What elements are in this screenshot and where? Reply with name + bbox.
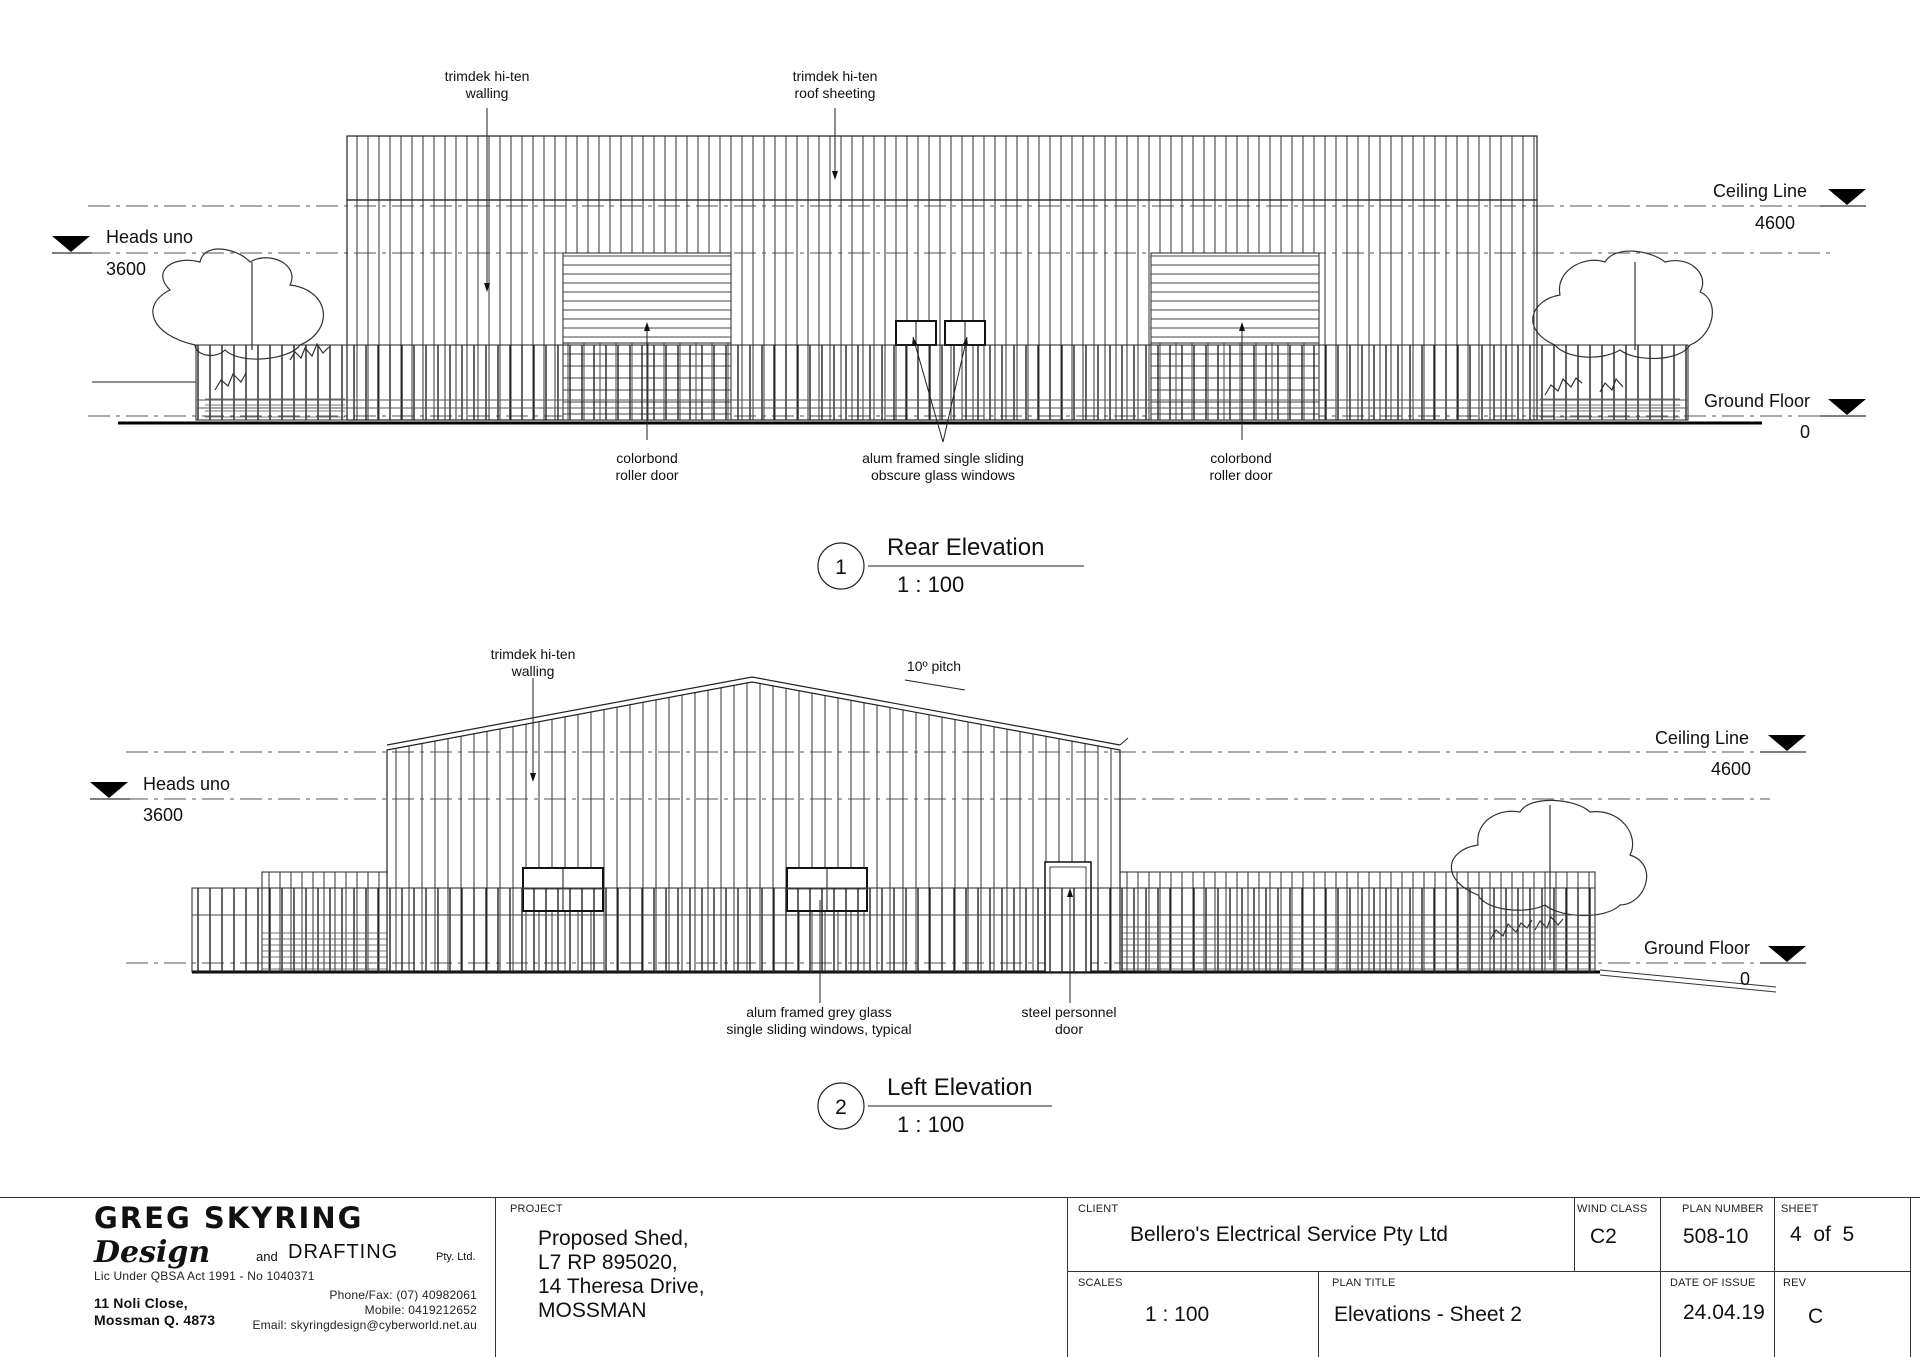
company-name: GREG SKYRING [94, 1201, 364, 1235]
door-note-1: steel personnel [1021, 1004, 1117, 1020]
left-ceiling-label: Ceiling Line [1654, 728, 1749, 748]
sheet-header: SHEET [1781, 1203, 1819, 1215]
roller-note-left-1: colorbond [616, 450, 678, 466]
left-heads-marker [90, 782, 128, 798]
roller-note-right-1: colorbond [1210, 450, 1272, 466]
left-elevation [90, 646, 1806, 1137]
roller-note-right-2: roller door [1209, 467, 1273, 483]
rear-caption-title: Rear Elevation [887, 534, 1045, 561]
ceiling-level-marker [1828, 189, 1866, 205]
date-header: DATE OF ISSUE [1670, 1277, 1756, 1289]
plan-number-header: PLAN NUMBER [1682, 1203, 1764, 1215]
rear-caption-number: 1 [835, 556, 847, 579]
left-ceiling-marker [1768, 735, 1806, 751]
heads-level-marker [52, 236, 90, 252]
email: Email: skyringdesign@cyberworld.net.au [252, 1318, 477, 1332]
left-window-note-2: single sliding windows, typical [726, 1021, 912, 1037]
company-drafting: DRAFTING [288, 1241, 399, 1263]
left-walling-note-2: walling [511, 663, 555, 679]
company-pty: Pty. Ltd. [436, 1251, 476, 1263]
rear-walling-note-2: walling [465, 85, 509, 101]
rear-ground-value: 0 [1799, 422, 1810, 442]
project-header: PROJECT [510, 1203, 563, 1215]
rear-heads-value: 3600 [106, 259, 147, 279]
rev-header: REV [1783, 1277, 1807, 1289]
company-and: and [256, 1249, 278, 1264]
roof-note-1: trimdek hi-ten [792, 68, 878, 84]
scales-header: SCALES [1078, 1277, 1123, 1289]
left-ceiling-value: 4600 [1710, 759, 1751, 779]
left-ground-label: Ground Floor [1643, 938, 1750, 958]
plan-title: Elevations - Sheet 2 [1334, 1303, 1522, 1326]
rear-caption-scale: 1 : 100 [897, 572, 965, 597]
rear-fence [196, 345, 1688, 420]
left-ground-marker [1768, 946, 1806, 962]
date-of-issue: 24.04.19 [1683, 1301, 1765, 1324]
phone: Phone/Fax: (07) 40982061 [329, 1288, 477, 1302]
roller-note-left-2: roller door [615, 467, 679, 483]
rear-window-note-2: obscure glass windows [871, 467, 1015, 483]
rear-heads-label: Heads uno [106, 227, 194, 247]
left-heads-label: Heads uno [143, 774, 231, 794]
address-2: Mossman Q. 4873 [94, 1312, 216, 1328]
left-ground-value: 0 [1739, 969, 1750, 989]
roof-sheeting [347, 136, 1537, 200]
roof-note-2: roof sheeting [794, 85, 876, 101]
left-walling-note-1: trimdek hi-ten [490, 646, 576, 662]
door-note-2: door [1054, 1021, 1084, 1037]
mobile: Mobile: 0419212652 [364, 1303, 477, 1317]
ground-level-marker [1828, 399, 1866, 415]
company-design: Design [94, 1235, 211, 1270]
plan-title-header: PLAN TITLE [1332, 1277, 1396, 1289]
sheet-number: 4 of 5 [1790, 1223, 1855, 1246]
client-header: CLIENT [1078, 1203, 1119, 1215]
left-heads-value: 3600 [143, 805, 184, 825]
client-name: Bellero's Electrical Service Pty Ltd [1130, 1223, 1448, 1246]
left-caption-number: 2 [835, 1096, 847, 1119]
rear-ground-label: Ground Floor [1703, 391, 1810, 411]
project-line-3: 14 Theresa Drive, [538, 1275, 705, 1298]
scales-value: 1 : 100 [1145, 1303, 1210, 1326]
rear-ceiling-label: Ceiling Line [1712, 181, 1807, 201]
address-1: 11 Noli Close, [94, 1295, 188, 1311]
rear-ceiling-value: 4600 [1754, 213, 1795, 233]
left-window-note-1: alum framed grey glass [746, 1004, 892, 1020]
pitch-note: 10º pitch [906, 658, 962, 674]
rear-walling-note-1: trimdek hi-ten [444, 68, 530, 84]
wind-header: WIND CLASS [1577, 1203, 1648, 1215]
company-block [0, 1197, 495, 1357]
wind-class: C2 [1590, 1225, 1617, 1248]
rear-window-note-1: alum framed single sliding [862, 450, 1024, 466]
left-caption-title: Left Elevation [887, 1074, 1033, 1101]
project-line-2: L7 RP 895020, [538, 1251, 678, 1274]
rear-elevation [52, 68, 1866, 597]
left-caption-scale: 1 : 100 [897, 1112, 965, 1137]
revision: C [1808, 1305, 1824, 1328]
plan-number: 508-10 [1683, 1225, 1749, 1248]
licence: Lic Under QBSA Act 1991 - No 1040371 [94, 1269, 315, 1283]
title-block [0, 1197, 1920, 1357]
project-line-1: Proposed Shed, [538, 1227, 689, 1250]
project-line-4: MOSSMAN [538, 1299, 647, 1322]
